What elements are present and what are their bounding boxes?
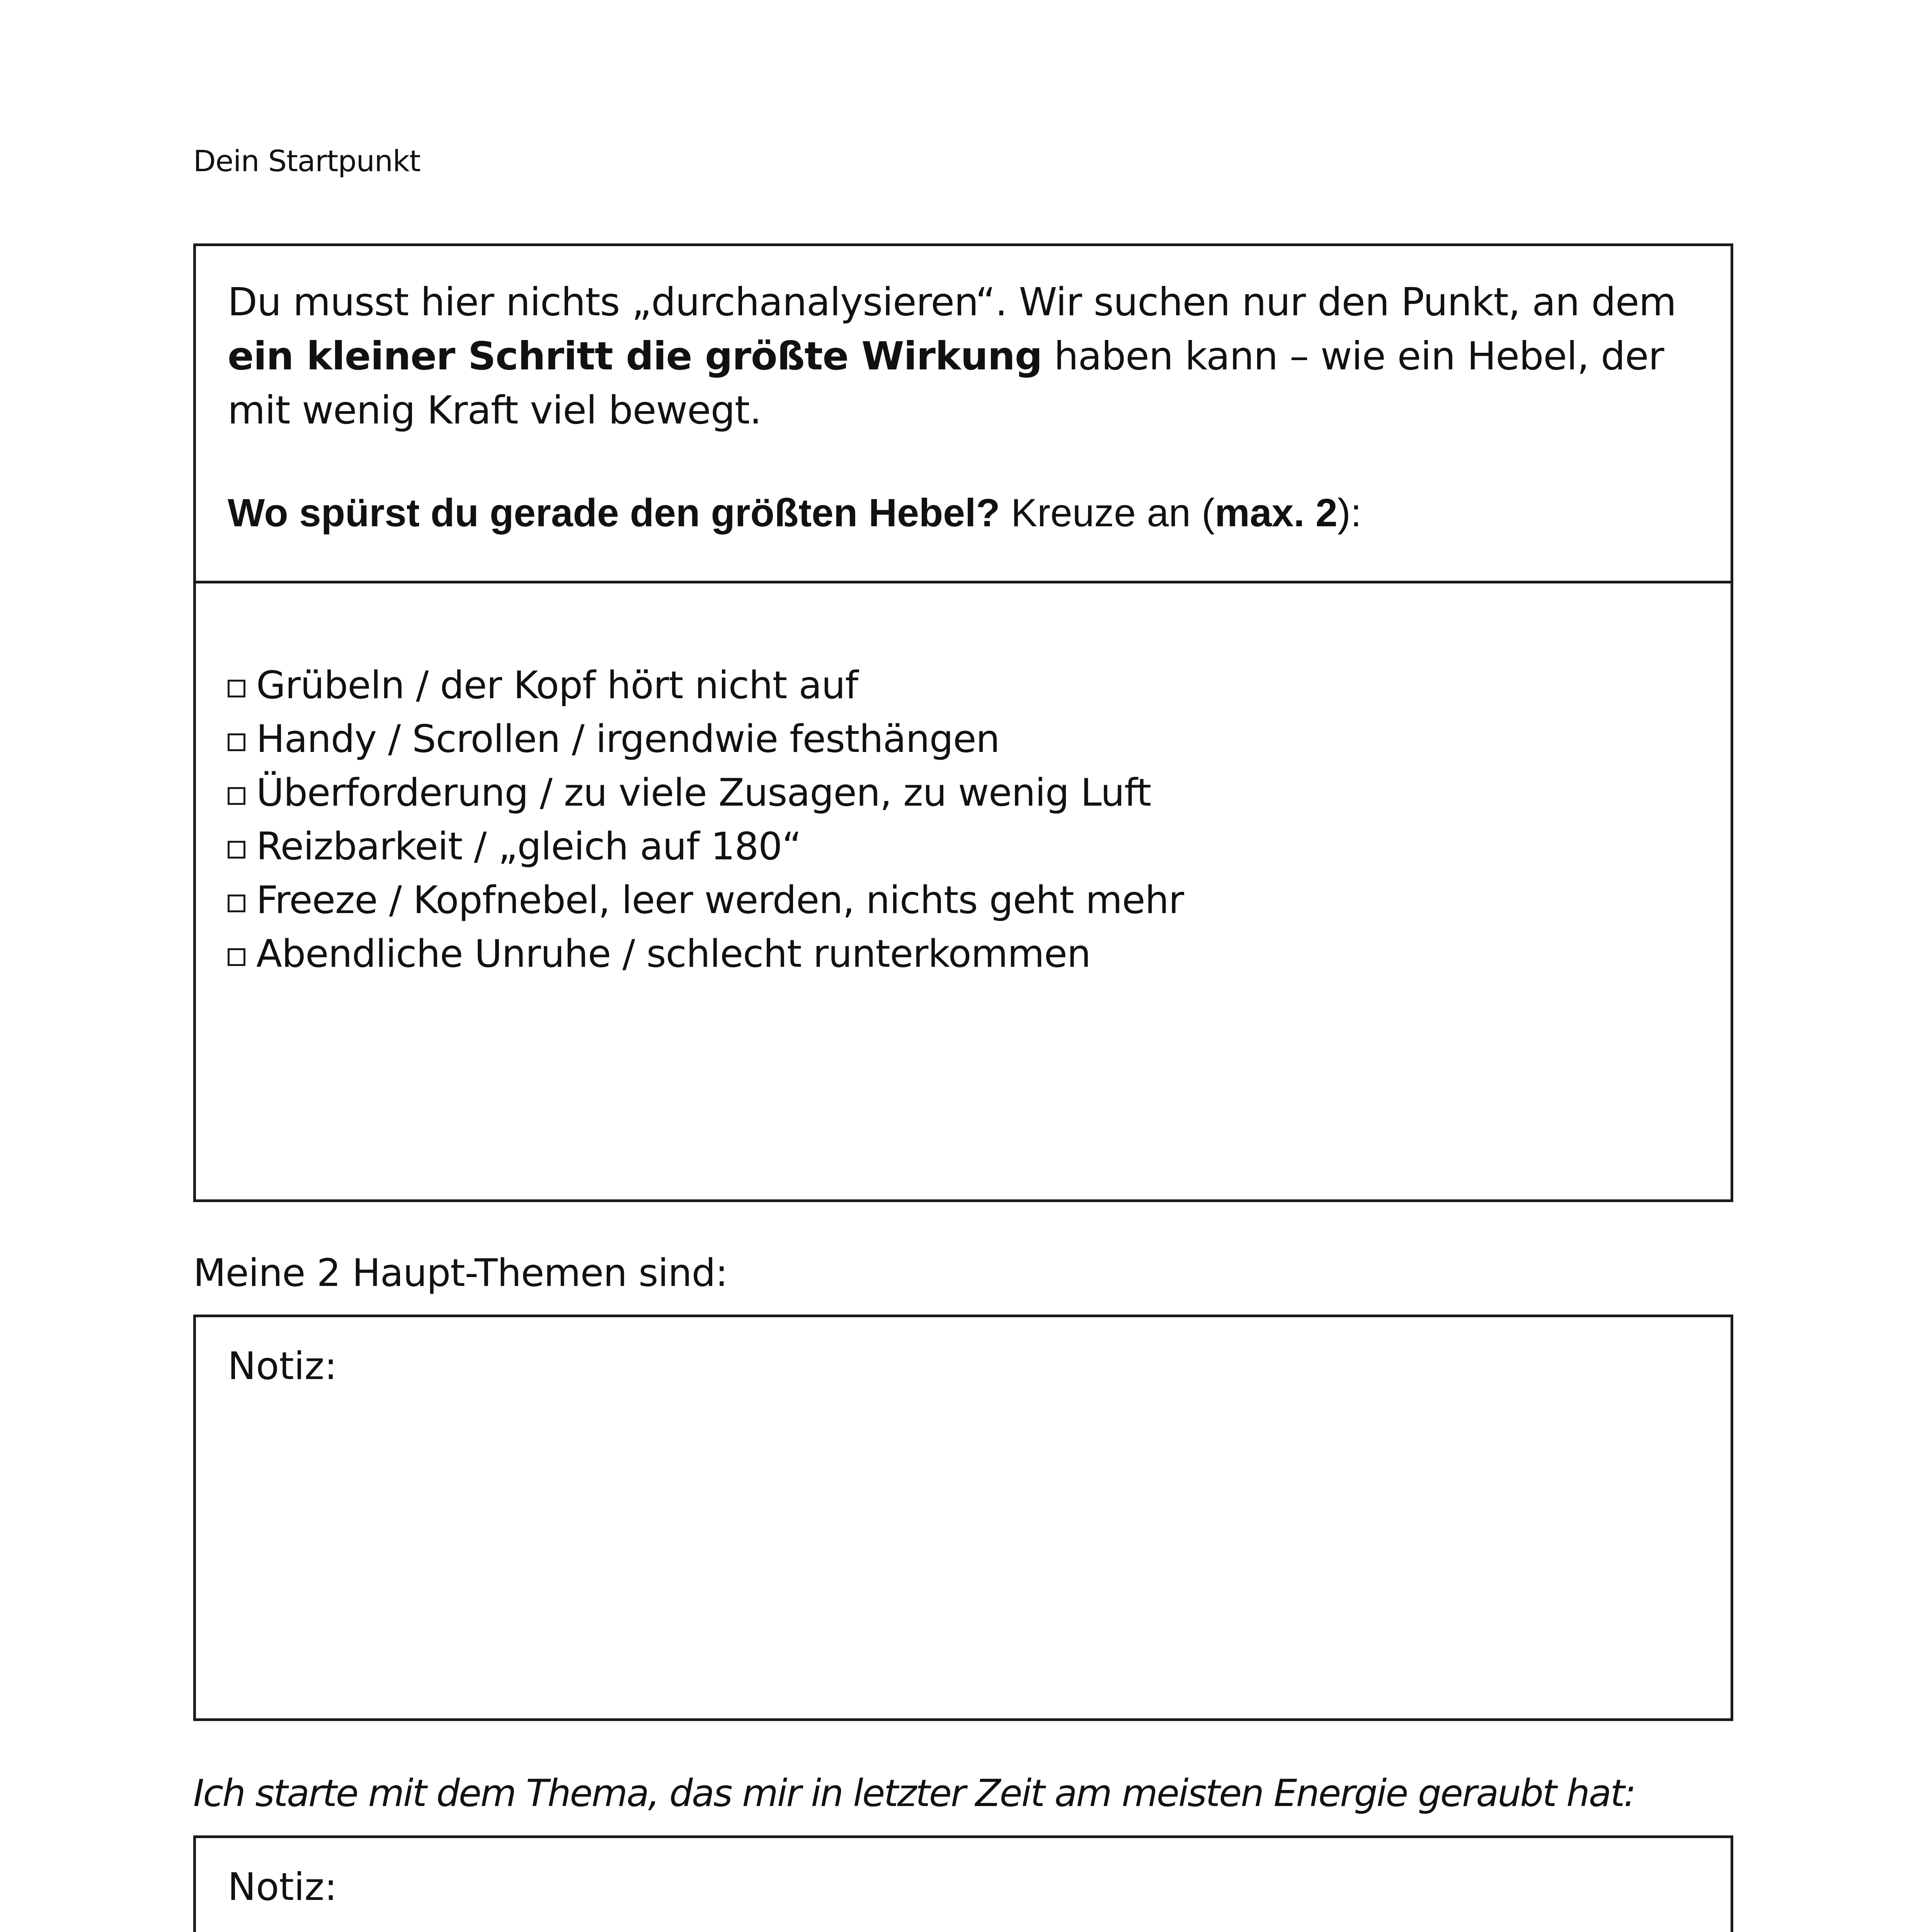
option-reizbarkeit[interactable] bbox=[228, 820, 1184, 874]
note-label: Notiz: bbox=[228, 1344, 337, 1388]
intro-text-part2: haben kann – wie ein Hebel, der mit wenig Kraft viel bewegt. bbox=[228, 333, 1664, 433]
option-label: Reizbarkeit / „gleich auf 180“ bbox=[256, 825, 802, 869]
option-label: Abendliche Unruhe / schlecht runterkommen bbox=[256, 932, 1091, 976]
option-abendliche-unruhe[interactable] bbox=[228, 927, 1184, 981]
checkbox[interactable] bbox=[228, 733, 245, 751]
checkbox[interactable] bbox=[228, 841, 245, 859]
start-theme-note-area[interactable] bbox=[228, 1927, 1699, 1932]
lever-question bbox=[228, 486, 1361, 540]
themes-note-area[interactable] bbox=[228, 1406, 1699, 1695]
checkbox[interactable] bbox=[228, 948, 245, 966]
checkbox[interactable] bbox=[228, 787, 245, 805]
question-bold: Wo spürst du gerade den größten Hebel? bbox=[228, 491, 1000, 535]
page-header: Dein Startpunkt bbox=[193, 144, 420, 178]
option-ueberforderung[interactable] bbox=[228, 766, 1184, 820]
options-box bbox=[193, 581, 1733, 1202]
themes-label: Meine 2 Haupt-Themen sind: bbox=[193, 1251, 728, 1295]
checkbox[interactable] bbox=[228, 895, 245, 912]
intro-text bbox=[228, 275, 1688, 437]
start-theme-note-box[interactable] bbox=[193, 1835, 1733, 1932]
start-theme-label: Ich starte mit dem Thema, das mir in letzter Zeit am meisten Energie geraubt hat: bbox=[193, 1772, 1635, 1815]
question-max: max. 2 bbox=[1215, 491, 1338, 535]
question-end: ): bbox=[1337, 491, 1362, 535]
option-handy[interactable] bbox=[228, 713, 1184, 766]
option-label: Grübeln / der Kopf hört nicht auf bbox=[256, 663, 858, 707]
option-grubeln[interactable] bbox=[228, 659, 1184, 713]
option-freeze[interactable] bbox=[228, 874, 1184, 927]
intro-text-bold: ein kleiner Schritt die größte Wirkung bbox=[228, 333, 1042, 379]
options-list bbox=[228, 659, 1184, 981]
checkbox[interactable] bbox=[228, 680, 245, 697]
option-label: Freeze / Kopfnebel, leer werden, nichts geht mehr bbox=[256, 878, 1184, 922]
themes-note-box[interactable] bbox=[193, 1315, 1733, 1721]
option-label: Überforderung / zu viele Zusagen, zu wenig Luft bbox=[256, 771, 1151, 815]
note-label: Notiz: bbox=[228, 1865, 337, 1909]
intro-text-part1: Du musst hier nichts „durchanalysieren“. Wir suchen nur den Punkt, an dem bbox=[228, 279, 1676, 325]
question-mid: Kreuze an ( bbox=[1000, 491, 1215, 535]
intro-box bbox=[193, 243, 1733, 583]
option-label: Handy / Scrollen / irgendwie festhängen bbox=[256, 717, 1000, 761]
